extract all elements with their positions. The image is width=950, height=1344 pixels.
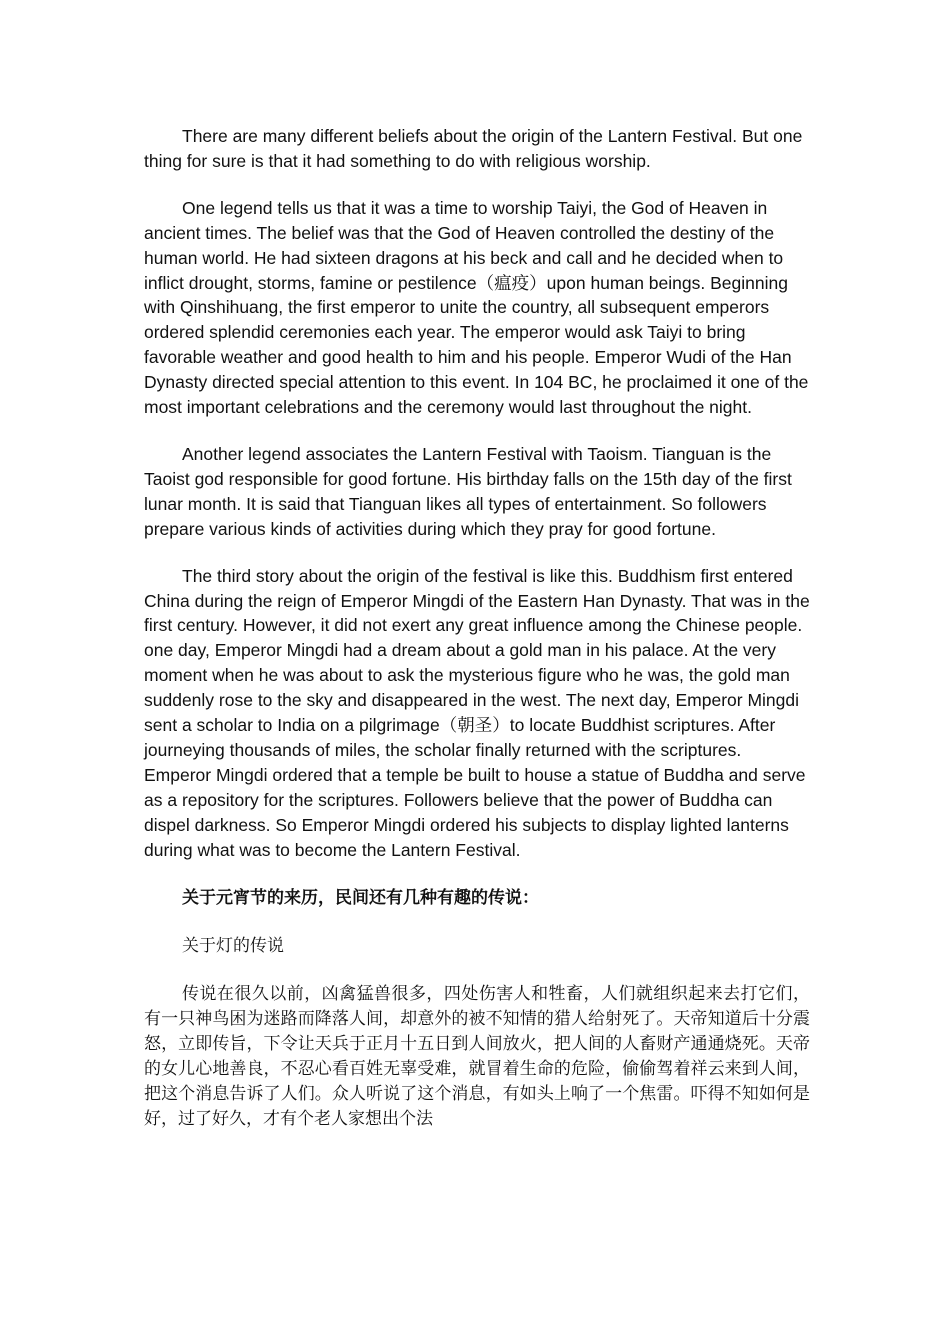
- paragraph-buddhism-legend: The third story about the origin of the festival is like this. Buddhism first entered China during the reign of Emperor Mingdi of the Eastern Han Dynasty. That was in the first century. However, it did not exert any great influence among the Chinese people. one day, Emperor Mingdi had a dream about a gold man in his palace. At the very moment when he was about to ask the mysterious figure who he was, the gold man suddenly rose to the sky and disappeared in the west. The next day, Emperor Mingdi sent a scholar to India on a pilgrimage（朝圣）to locate Buddhist scriptures. After journeying thousands of miles, the scholar finally returned with the scriptures. Emperor Mingdi ordered that a temple be built to house a statue of Buddha and serve as a repository for the scriptures. Followers believe that the power of Buddha can dispel darkness. So Emperor Mingdi ordered his subjects to display lighted lanterns during what was to become the Lantern Festival.: [144, 565, 810, 860]
- chinese-lantern-legend-paragraph: 传说在很久以前，凶禽猛兽很多，四处伤害人和牲畜，人们就组织起来去打它们，有一只神鸟困为迷路而降落人间，却意外的被不知情的猎人给射死了。天帝知道后十分震怒，立即传旨，下令让天兵于正月十五日到人间放火，把人间的人畜财产通通烧死。天帝的女儿心地善良，不忍心看百姓无辜受难，就冒着生命的危险，偷偷驾着祥云来到人间，把这个消息告诉了人们。众人听说了这个消息，有如头上响了一个焦雷。吓得不知如何是好，过了好久，才有个老人家想出个法: [144, 984, 810, 1130]
- paragraph-origin-beliefs: There are many different beliefs about the origin of the Lantern Festival. But one thing for sure is that it had something to do with religious worship.: [144, 126, 803, 171]
- document-body: [144, 124, 810, 1132]
- chinese-section-heading: 关于元宵节的来历，民间还有几种有趣的传说：: [182, 888, 539, 909]
- paragraph-taiyi-legend: One legend tells us that it was a time to worship Taiyi, the God of Heaven in ancient times. The belief was that the God of Heaven controlled the destiny of the human world. He had sixteen dragons at his beck and call and he decided when to inflict drought, storms, famine or pestilence（瘟疫）upon human beings. Beginning with Qinshihuang, the first emperor to unite the country, all subsequent emperors ordered splendid ceremonies each year. The emperor would ask Taiyi to bring favorable weather and good health to him and his people. Emperor Wudi of the Han Dynasty directed special attention to this event. In 104 BC, he proclaimed it one of the most important celebrations and the ceremony would last throughout the night.: [144, 197, 809, 418]
- paragraph-taoism-legend: Another legend associates the Lantern Festival with Taoism. Tianguan is the Taoist god responsible for good fortune. His birthday falls on the 15th day of the first lunar month. It is said that Tianguan likes all types of entertainment. So followers prepare various kinds of activities during which they pray for good fortune.: [144, 443, 792, 539]
- chinese-subheading: 关于灯的传说: [182, 936, 284, 957]
